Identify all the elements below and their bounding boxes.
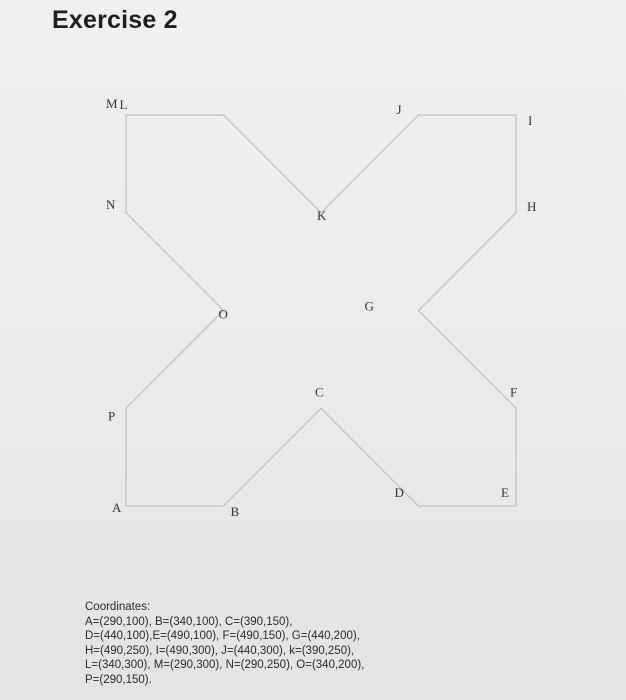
vertex-label-e: E [501,485,509,500]
coordinates-line: P=(290,150). [85,673,152,686]
cross-shape-outline [126,115,516,506]
vertex-label-l: L [119,97,128,112]
vertex-label-m: M [106,96,118,111]
vertex-label-b: B [230,504,240,519]
coordinates-line: L=(340,300), M=(290,300), N=(290,250), O=(340,200), [85,659,365,671]
vertex-label-h: H [527,198,537,214]
vertex-label-j: J [396,102,402,117]
coordinates-block [85,600,505,687]
coordinates-line: D=(440,100),E=(490,100), F=(490,150), G=(440,200), [85,630,360,642]
vertex-label-p: P [108,408,116,424]
vertex-label-o: O [218,306,228,322]
vertex-label-c: C [315,384,324,400]
vertex-label-n: N [106,196,116,212]
vertex-label-k: K [317,207,327,223]
vertex-labels [106,96,536,519]
vertex-label-g: G [364,298,374,314]
vertex-label-f: F [510,384,518,400]
vertex-label-i: I [528,113,533,128]
vertex-label-a: A [112,500,122,515]
coordinates-heading: Coordinates: [85,601,151,613]
page-title: Exercise 2 [52,6,178,34]
coordinates-line: H=(490,250), I=(490,300), J=(440,300), k=(390,250), [85,644,355,657]
vertex-label-d: D [394,485,404,500]
coordinates-line: A=(290,100), B=(340,100), C=(390,150), [85,615,293,628]
